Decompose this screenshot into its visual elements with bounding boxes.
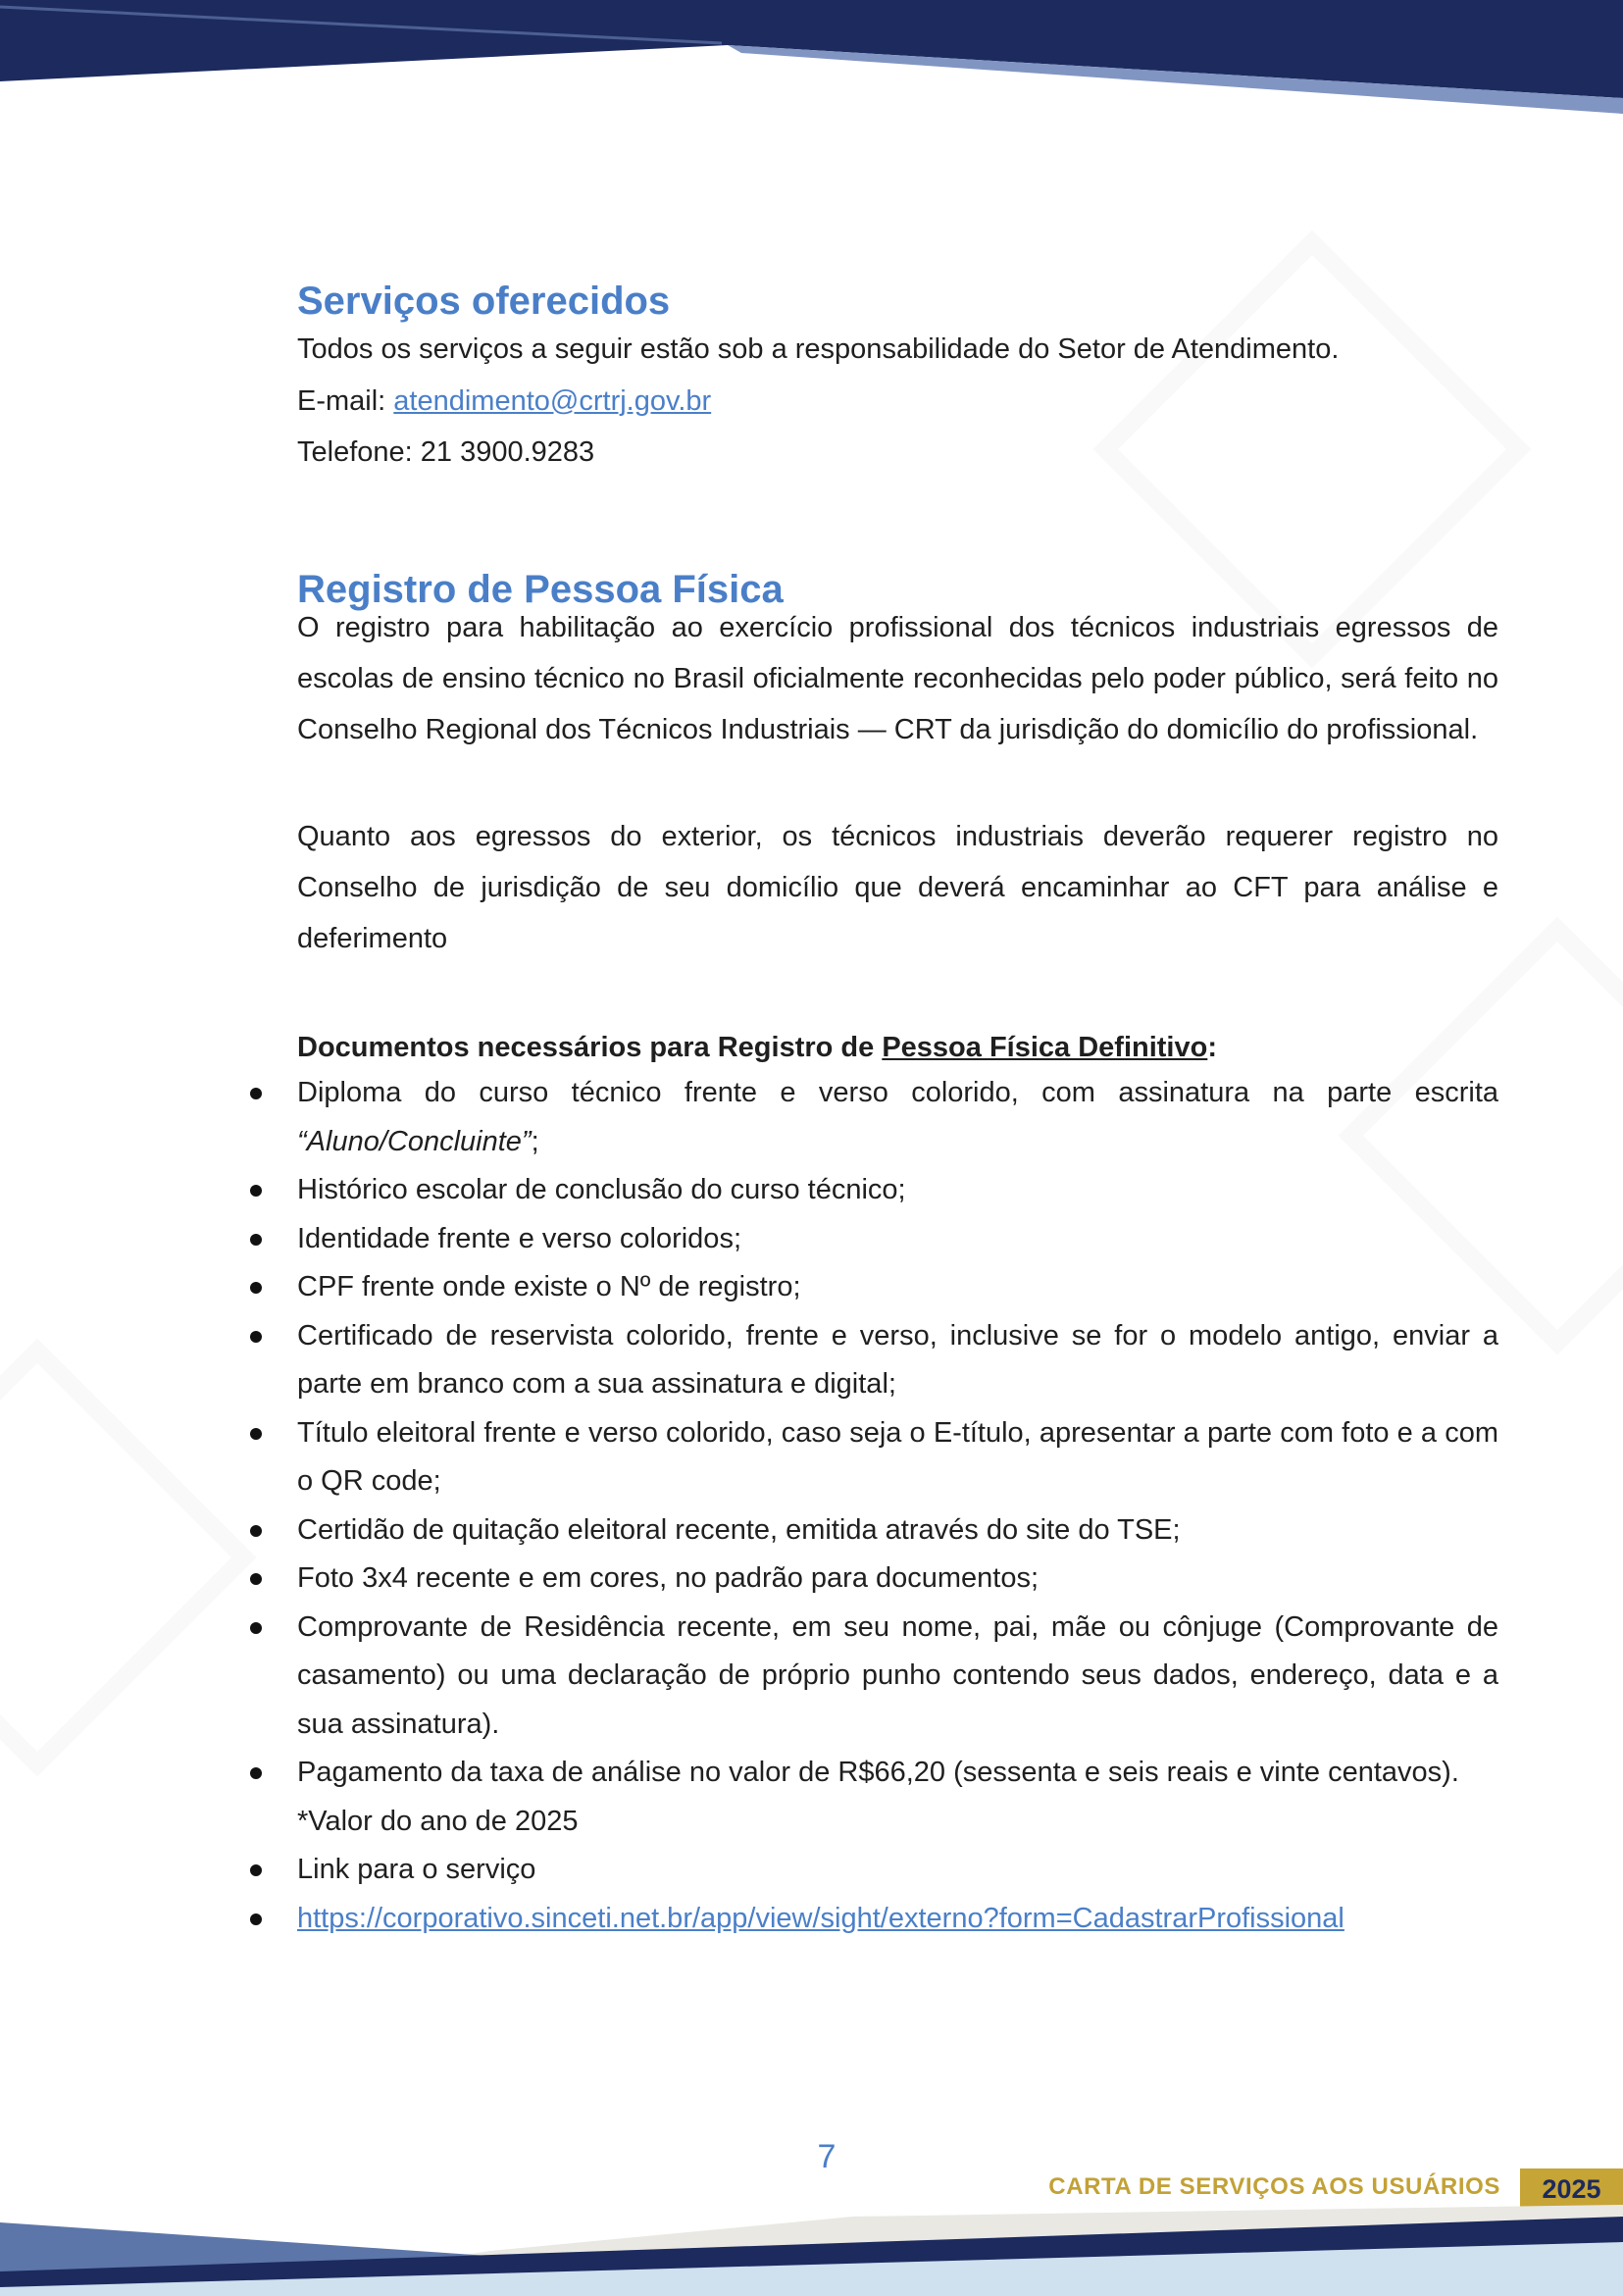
bullet-icon bbox=[250, 1088, 262, 1099]
list-item-text: Comprovante de Residência recente, em seu nome, pai, mãe ou cônjuge (Comprovante de casamento) ou uma declaração de próprio punho contendo seus dados, endereço, data e a sua assinatura). bbox=[297, 1610, 1498, 1740]
list-item-text: Identidade frente e verso coloridos; bbox=[297, 1222, 741, 1254]
list-item bbox=[297, 1895, 1498, 1944]
footer-year-badge: 2025 bbox=[1520, 2168, 1623, 2210]
list-item bbox=[297, 1555, 1498, 1604]
docs-heading-prefix: Documentos necessários para Registro de bbox=[297, 1032, 883, 1063]
services-intro-block bbox=[297, 324, 1498, 479]
bullet-icon bbox=[250, 1185, 262, 1197]
docs-heading-colon: : bbox=[1207, 1032, 1217, 1063]
phone-line: Telefone: 21 3900.9283 bbox=[297, 436, 595, 468]
list-item bbox=[297, 1749, 1498, 1846]
bullet-icon bbox=[250, 1913, 262, 1925]
list-item-text: CPF frente onde existe o Nº de registro; bbox=[297, 1271, 801, 1302]
list-item-note: *Valor do ano de 2025 bbox=[297, 1805, 579, 1837]
list-item-text: Pagamento da taxa de análise no valor de R$66,20 (sessenta e seis reais e vinte centavos). bbox=[297, 1757, 1459, 1788]
footer-decoration bbox=[0, 2119, 1623, 2296]
bullet-icon bbox=[250, 1622, 262, 1634]
docs-heading bbox=[297, 1028, 1498, 1067]
bullet-icon bbox=[250, 1234, 262, 1246]
list-item-text: Foto 3x4 recente e em cores, no padrão para documentos; bbox=[297, 1562, 1040, 1594]
page-number: 7 bbox=[817, 2138, 837, 2175]
list-item bbox=[297, 1312, 1498, 1409]
bullet-icon bbox=[250, 1282, 262, 1294]
section-title-registro: Registro de Pessoa Física bbox=[297, 567, 784, 611]
list-item bbox=[297, 1846, 1498, 1895]
bullet-icon bbox=[250, 1573, 262, 1585]
list-item bbox=[297, 1215, 1498, 1264]
list-item-text: Histórico escolar de conclusão do curso técnico; bbox=[297, 1174, 906, 1205]
list-item-text: Diploma do curso técnico frente e verso colorido, com assinatura na parte escrita “Aluno/Concluinte”; bbox=[297, 1077, 1498, 1157]
bullet-icon bbox=[250, 1331, 262, 1343]
documents-list bbox=[297, 1069, 1498, 1943]
list-item bbox=[297, 1166, 1498, 1215]
list-item-text: Certidão de quitação eleitoral recente, emitida através do site do TSE; bbox=[297, 1513, 1181, 1546]
registro-paragraph-2: Quanto aos egressos do exterior, os técnicos industriais deverão requerer registro no Conselho de jurisdição de seu domicílio que deverá encaminhar ao CFT para análise e deferimento bbox=[297, 821, 1498, 954]
list-item bbox=[297, 1263, 1498, 1312]
footer-label: CARTA DE SERVIÇOS AOS USUÁRIOS bbox=[1048, 2173, 1500, 2200]
list-item-text: Link para o serviço bbox=[297, 1854, 536, 1885]
list-item bbox=[297, 1604, 1498, 1750]
italic-term: “Aluno/Concluinte” bbox=[297, 1125, 532, 1157]
list-item bbox=[297, 1506, 1498, 1556]
intro-line: Todos os serviços a seguir estão sob a responsabilidade do Setor de Atendimento. bbox=[297, 333, 1340, 365]
email-link[interactable]: atendimento@crtrj.gov.br bbox=[393, 384, 712, 417]
email-line bbox=[297, 376, 1498, 428]
bullet-icon bbox=[250, 1428, 262, 1440]
email-label: E-mail: bbox=[297, 384, 394, 417]
section-title-servicos: Serviços oferecidos bbox=[297, 279, 671, 323]
list-item bbox=[297, 1409, 1498, 1506]
list-item bbox=[297, 1069, 1498, 1166]
list-item-text bbox=[297, 1895, 1498, 1944]
header-banner bbox=[0, 0, 1623, 167]
watermark-diamond bbox=[0, 1339, 256, 1777]
list-item-text: Certificado de reservista colorido, frente e verso, inclusive se for o modelo antigo, enviar a parte em branco com a sua assinatura e digital; bbox=[297, 1319, 1498, 1400]
docs-heading-underlined: Pessoa Física Definitivo bbox=[882, 1032, 1208, 1063]
list-item-text: Título eleitoral frente e verso colorido, caso seja o E-título, apresentar a parte com foto e a com o QR code; bbox=[297, 1416, 1498, 1497]
header-navy-shape bbox=[0, 0, 1623, 98]
bullet-icon bbox=[250, 1864, 262, 1876]
registro-paragraph-1: O registro para habilitação ao exercício profissional dos técnicos industriais egressos de escolas de ensino técnico no Brasil oficialmente reconhecidas pelo poder público, será feito no Conselho Regional dos Técnicos Industriais — CRT da jurisdição do domicílio do profissional. bbox=[297, 612, 1498, 745]
bullet-icon bbox=[250, 1525, 262, 1537]
bullet-icon bbox=[250, 1767, 262, 1779]
service-url-link[interactable]: https://corporativo.sinceti.net.br/app/view/sight/externo?form=CadastrarProfissional bbox=[297, 1902, 1344, 1934]
